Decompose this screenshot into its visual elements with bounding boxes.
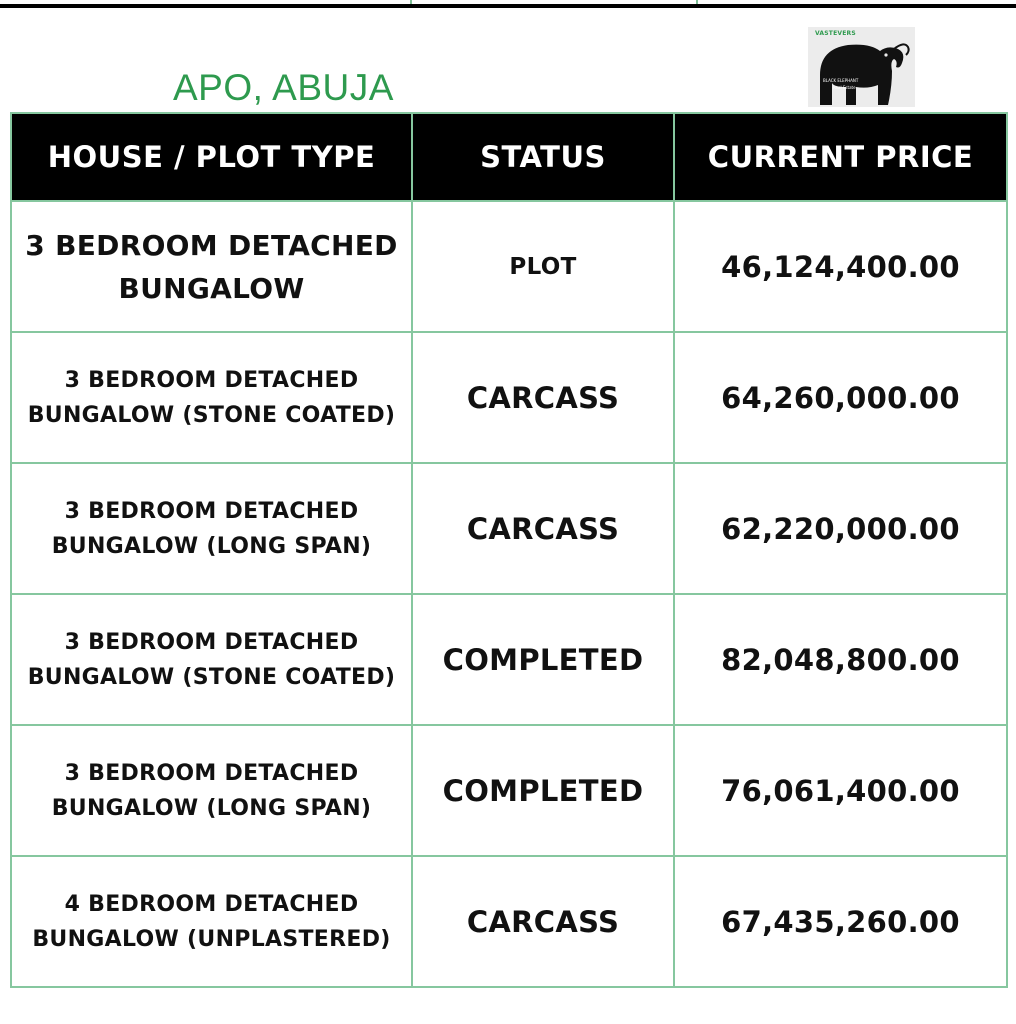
location-title: APO, ABUJA: [173, 67, 394, 108]
type-cell: [11, 594, 412, 725]
type-line: 3 BEDROOM DETACHED: [64, 367, 359, 393]
type-line: BUNGALOW (UNPLASTERED): [32, 926, 391, 952]
price-cell: 64,260,000.00: [674, 332, 1007, 463]
status-cell: CARCASS: [412, 463, 674, 594]
previous-table-edge: [0, 0, 1016, 8]
type-cell: [11, 463, 412, 594]
type-line: BUNGALOW (STONE COATED): [27, 402, 396, 428]
price-cell: 67,435,260.00: [674, 856, 1007, 987]
type-cell: [11, 725, 412, 856]
header-status: STATUS: [412, 113, 674, 201]
type-cell: [11, 856, 412, 987]
table-row: [11, 332, 1007, 463]
price-cell: 76,061,400.00: [674, 725, 1007, 856]
type-line: 3 BEDROOM DETACHED: [64, 629, 359, 655]
grid-tick: [410, 0, 412, 4]
type-cell: [11, 201, 412, 332]
table-header-row: [11, 113, 1007, 201]
status-cell: CARCASS: [412, 856, 674, 987]
status-cell: COMPLETED: [412, 725, 674, 856]
type-line: BUNGALOW (LONG SPAN): [51, 533, 372, 559]
grid-tick: [696, 0, 698, 4]
header-house-plot-type: HOUSE / PLOT TYPE: [11, 113, 412, 201]
type-line: 3 BEDROOM DETACHED: [25, 228, 398, 262]
table-row: [11, 594, 1007, 725]
logo-name-text: BLACK ELEPHANT: [823, 78, 859, 83]
table-row: [11, 201, 1007, 332]
status-cell: COMPLETED: [412, 594, 674, 725]
price-table: [10, 112, 1008, 988]
price-cell: 82,048,800.00: [674, 594, 1007, 725]
logo-tagline-text: Real Estate: [833, 85, 856, 90]
price-cell: 62,220,000.00: [674, 463, 1007, 594]
type-cell: [11, 332, 412, 463]
company-logo: [808, 27, 915, 107]
type-line: BUNGALOW (LONG SPAN): [51, 795, 372, 821]
status-cell: CARCASS: [412, 332, 674, 463]
price-cell: 46,124,400.00: [674, 201, 1007, 332]
type-line: 4 BEDROOM DETACHED: [64, 891, 359, 917]
table-row: [11, 856, 1007, 987]
elephant-icon: [808, 27, 915, 107]
logo-brand-text: VASTEVERS: [815, 30, 856, 37]
table-row: [11, 725, 1007, 856]
type-line: BUNGALOW (STONE COATED): [27, 664, 396, 690]
table-row: [11, 463, 1007, 594]
type-line: 3 BEDROOM DETACHED: [64, 498, 359, 524]
type-line: BUNGALOW: [118, 271, 305, 305]
header-current-price: CURRENT PRICE: [674, 113, 1007, 201]
status-cell: PLOT: [412, 201, 674, 332]
type-line: 3 BEDROOM DETACHED: [64, 760, 359, 786]
